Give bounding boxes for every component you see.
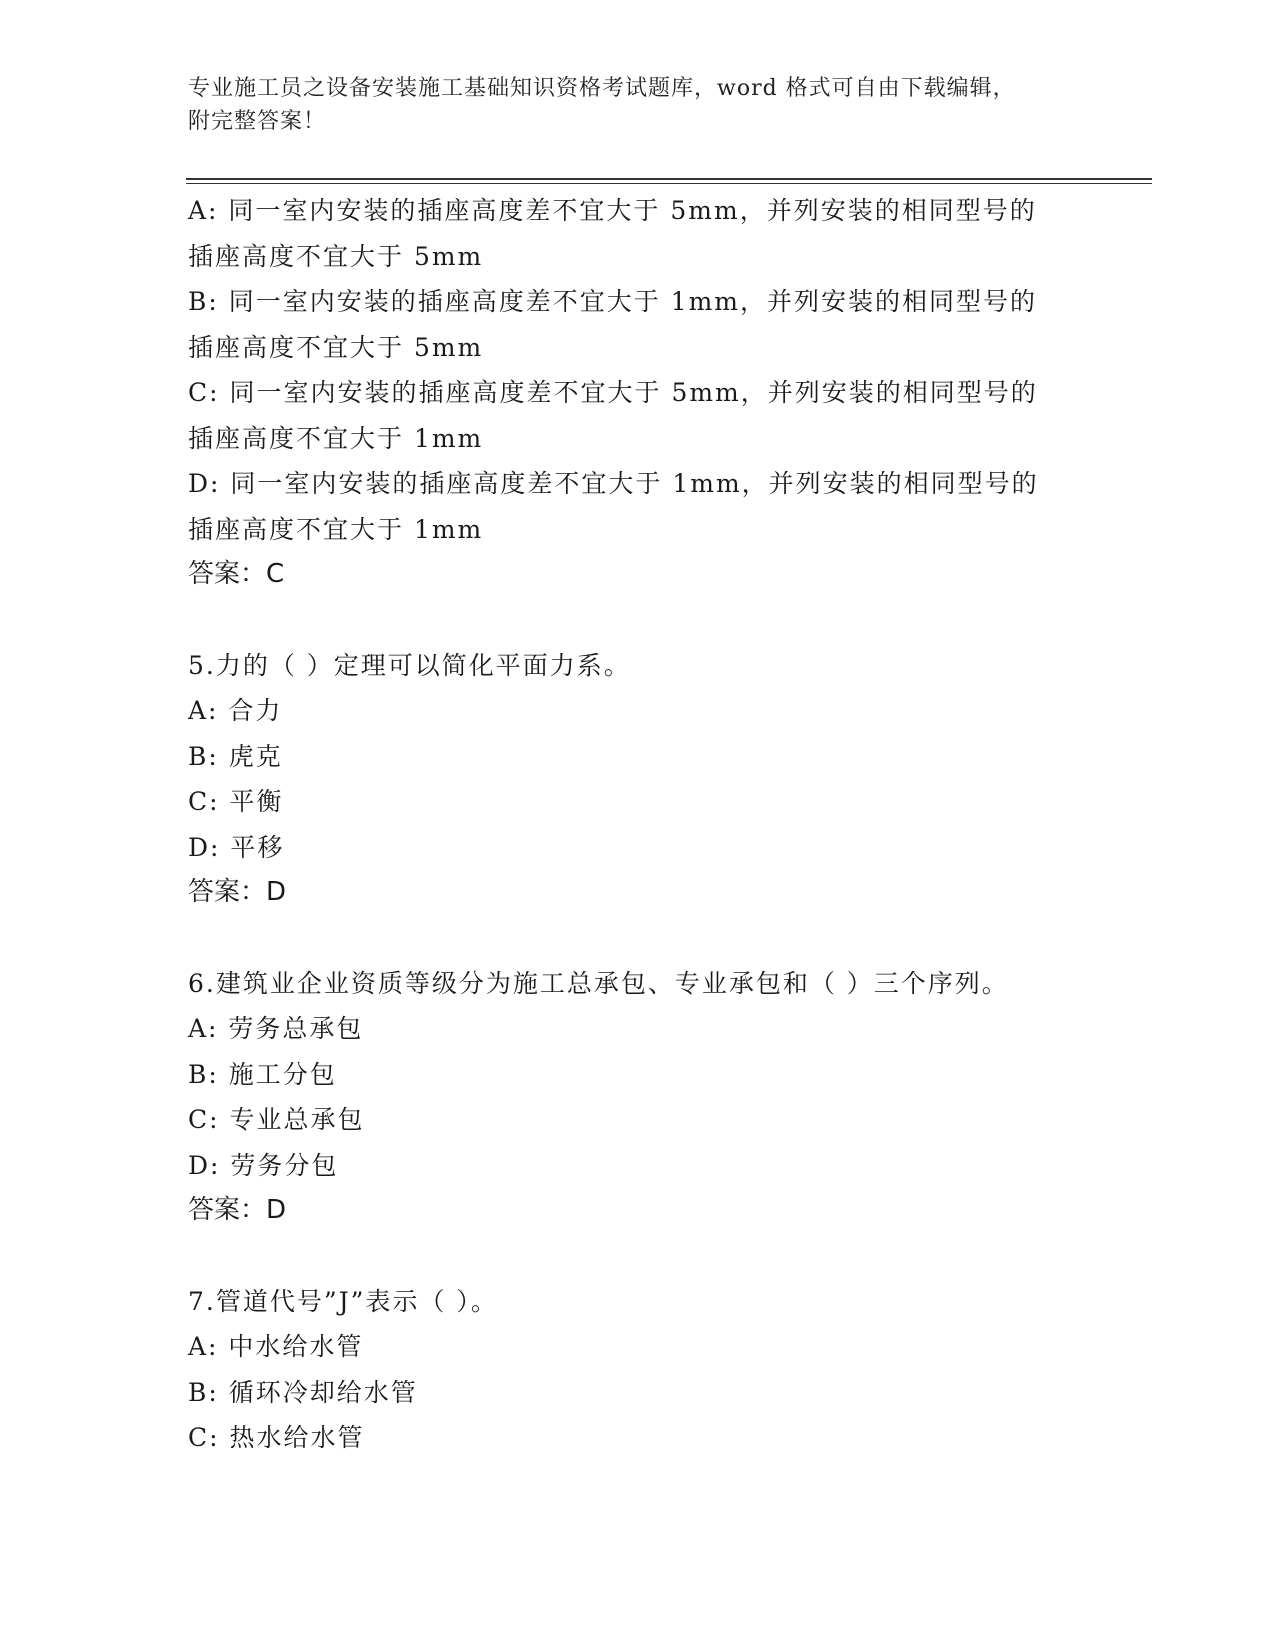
option-b: B: 循环冷却给水管 — [188, 1377, 418, 1407]
option-c: C: 热水给水管 — [188, 1423, 365, 1452]
option-d-line-1: D: 同一室内安装的插座高度差不宜大于 1mm，并列安装的相同型号的 — [188, 469, 1039, 498]
option-a-line-2: 插座高度不宜大于 5mm — [188, 241, 484, 271]
question-6 — [188, 961, 1088, 1234]
option-a: A: 合力 — [188, 696, 283, 725]
option-b-line-2: 插座高度不宜大于 5mm — [188, 332, 484, 362]
spacer — [188, 916, 1088, 961]
option-a: A: 劳务总承包 — [188, 1014, 364, 1043]
spacer — [188, 1234, 1088, 1279]
answer: 答案：D — [188, 877, 287, 907]
question-5 — [188, 643, 1088, 916]
option-c: C: 专业总承包 — [188, 1105, 365, 1134]
option-a-line-1: A: 同一室内安装的插座高度差不宜大于 5mm，并列安装的相同型号的 — [188, 196, 1037, 225]
header-rule-thin — [186, 183, 1152, 184]
header-line-1: 专业施工员之设备安装施工基础知识资格考试题库，word 格式可自由下载编辑， — [188, 76, 1016, 101]
option-c-line-2: 插座高度不宜大于 1mm — [188, 423, 484, 453]
spacer — [188, 598, 1088, 643]
answer: 答案：C — [188, 559, 285, 589]
option-b: B: 虎克 — [188, 741, 283, 771]
question-list — [188, 188, 1088, 1461]
header-line-2: 附完整答案！ — [188, 109, 327, 134]
option-c: C: 平衡 — [188, 787, 284, 816]
answer: 答案：D — [188, 1195, 287, 1225]
option-a: A: 中水给水管 — [188, 1332, 364, 1361]
option-d-line-2: 插座高度不宜大于 1mm — [188, 514, 484, 544]
question-stem: 5.力的（ ）定理可以简化平面力系。 — [188, 650, 631, 680]
header-rule-thick — [186, 178, 1152, 180]
option-b: B: 施工分包 — [188, 1059, 337, 1089]
option-c-line-1: C: 同一室内安装的插座高度差不宜大于 5mm，并列安装的相同型号的 — [188, 378, 1038, 407]
question-stem: 7.管道代号”J”表示（ ）。 — [188, 1286, 498, 1316]
question-7 — [188, 1279, 1088, 1461]
document-header — [188, 72, 1088, 138]
option-d: D: 平移 — [188, 832, 285, 862]
question-stem: 6.建筑业企业资质等级分为施工总承包、专业承包和（ ）三个序列。 — [188, 968, 1009, 998]
option-d: D: 劳务分包 — [188, 1150, 339, 1180]
question-4-options — [188, 188, 1088, 598]
option-b-line-1: B: 同一室内安装的插座高度差不宜大于 1mm，并列安装的相同型号的 — [188, 287, 1038, 316]
